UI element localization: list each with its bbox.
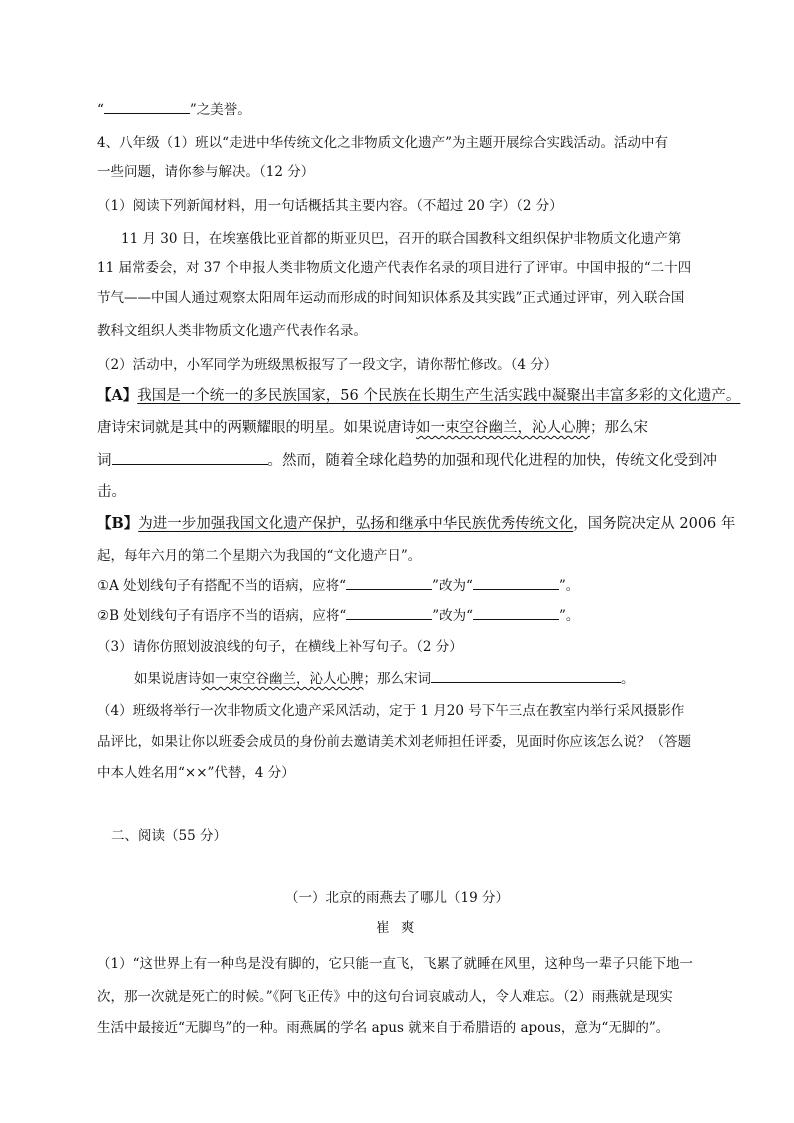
answer-blank[interactable]: [346, 575, 432, 590]
quote-open: “: [97, 102, 104, 118]
passage-line-2: 次，那一次就是死亡的时候。”《阿飞正传》中的这句台词哀戚动人，令人难忘。（2）雨燕就是现实: [97, 989, 673, 1005]
text: 唐诗宋词就是其中的两颗耀眼的明星。如果说唐诗: [97, 420, 416, 436]
text: ，国务院决定从 2006 年: [573, 516, 736, 532]
passage-a-line-3: [97, 450, 717, 471]
passage-title: （一）北京的雨燕去了哪儿（19 分）: [285, 890, 509, 906]
passage-a-line-2: [97, 418, 648, 438]
passage-author: 崔 爽: [376, 920, 418, 936]
answer-blank[interactable]: [112, 450, 268, 465]
text: 词: [97, 453, 112, 469]
passage-line-1: （1）“这世界上有一种鸟是没有脚的，它只能一直飞，飞累了就睡在风里，这种鸟一辈子只能下地一: [97, 956, 693, 972]
s3-sentence: [134, 668, 635, 689]
s2-prompt: （2）活动中，小军同学为班级黑板报写了一段文字，请你帮忙修改。（4 分）: [97, 357, 558, 373]
news-line-2: 11 届常委会，对 37 个申报人类非物质文化遗产代表作名录的项目进行了评审。中国申报的“二十四: [97, 260, 692, 276]
text: ①A 处划线句子有搭配不当的语病，应将“: [97, 578, 347, 594]
q4-line-2: 一些问题，请你参与解决。（12 分）: [97, 164, 315, 180]
answer-blank[interactable]: [346, 605, 432, 620]
text: ”改为“: [432, 608, 474, 624]
s3-prompt: （3）请你仿照划波浪线的句子，在横线上补写句子。（2 分）: [97, 639, 463, 655]
q4-line-1: 4、八年级（1）班以“走进中华传统文化之非物质文化遗产”为主题开展综合实践活动。活动中有: [97, 135, 668, 151]
s1-prompt: （1）阅读下列新闻材料，用一句话概括其主要内容。（不超过 20 字）（2 分）: [97, 198, 563, 214]
news-line-4: 教科文组织人类非物质文化遗产代表作名录。: [97, 323, 367, 339]
answer-blank[interactable]: [473, 605, 559, 620]
text: ②B 处划线句子有语序不当的语病，应将“: [97, 608, 347, 624]
s4-line-1: （4）班级将举行一次非物质文化遗产采风活动，定于 1 月20 号下午三点在教室内举行采风摄影作: [97, 703, 685, 719]
previous-question-tail: [97, 99, 251, 120]
answer-blank[interactable]: [104, 99, 190, 114]
passage-a-line-4: 击。: [97, 484, 126, 500]
tag-b: 【B】: [97, 515, 139, 532]
passage-a-line-1: [97, 386, 740, 406]
answer-blank[interactable]: [431, 668, 621, 683]
text: 如果说唐诗: [134, 671, 202, 687]
passage-b-line-2: 起，每年六月的第二个星期六为我国的“文化遗产日”。: [97, 548, 422, 564]
text: ；那么宋: [590, 420, 648, 436]
underlined-sentence-b: 为进一步加强我国文化遗产保护，弘扬和继承中华民族优秀传统文化: [138, 516, 574, 532]
news-line-1: 11 月 30 日，在埃塞俄比亚首都的斯亚贝巴，召开的联合国教科文组织保护非物质文化遗产第: [121, 231, 682, 247]
text: 。: [621, 671, 635, 687]
tag-a: 【A】: [97, 387, 138, 404]
s4-line-2: 品评比，如果让你以班委会成员的身份前去邀请美术刘老师担任评委，见面时你应该怎么说？（答题: [97, 734, 691, 750]
news-line-3: 节气——中国人通过观察太阳周年运动而形成的时间知识体系及其实践”正式通过评审，列入联合国: [97, 290, 685, 306]
text: ”改为“: [432, 578, 473, 594]
passage-line-3: 生活中最接近“无脚鸟”的一种。雨燕属的学名 apus 就来自于希腊语的 apous，意为“无脚的”。: [97, 1020, 670, 1036]
text: ”。: [558, 578, 580, 594]
fix-b: [97, 605, 579, 626]
section-heading: 二、阅读（55 分）: [111, 828, 227, 844]
quote-close-text: ”之美誉。: [189, 102, 251, 118]
text: 。然而，随着全球化趋势的加强和现代化进程的加快，传统文化受到冲: [267, 453, 717, 469]
wavy-sentence: 如一束空谷幽兰，沁人心脾: [201, 671, 364, 687]
wavy-sentence: 如一束空谷幽兰，沁人心脾: [416, 420, 590, 436]
s4-line-3: 中本人姓名用“××”代替，4 分）: [97, 765, 295, 781]
text: ”。: [559, 608, 580, 624]
underlined-sentence-a: 我国是一个统一的多民族国家，56 个民族在长期生产生活实践中凝聚出丰富多彩的文化遗产。: [137, 388, 741, 404]
fix-a: [97, 575, 579, 596]
answer-blank[interactable]: [473, 575, 559, 590]
text: ；那么宋词: [363, 671, 431, 687]
passage-b-line-1: [97, 514, 735, 534]
